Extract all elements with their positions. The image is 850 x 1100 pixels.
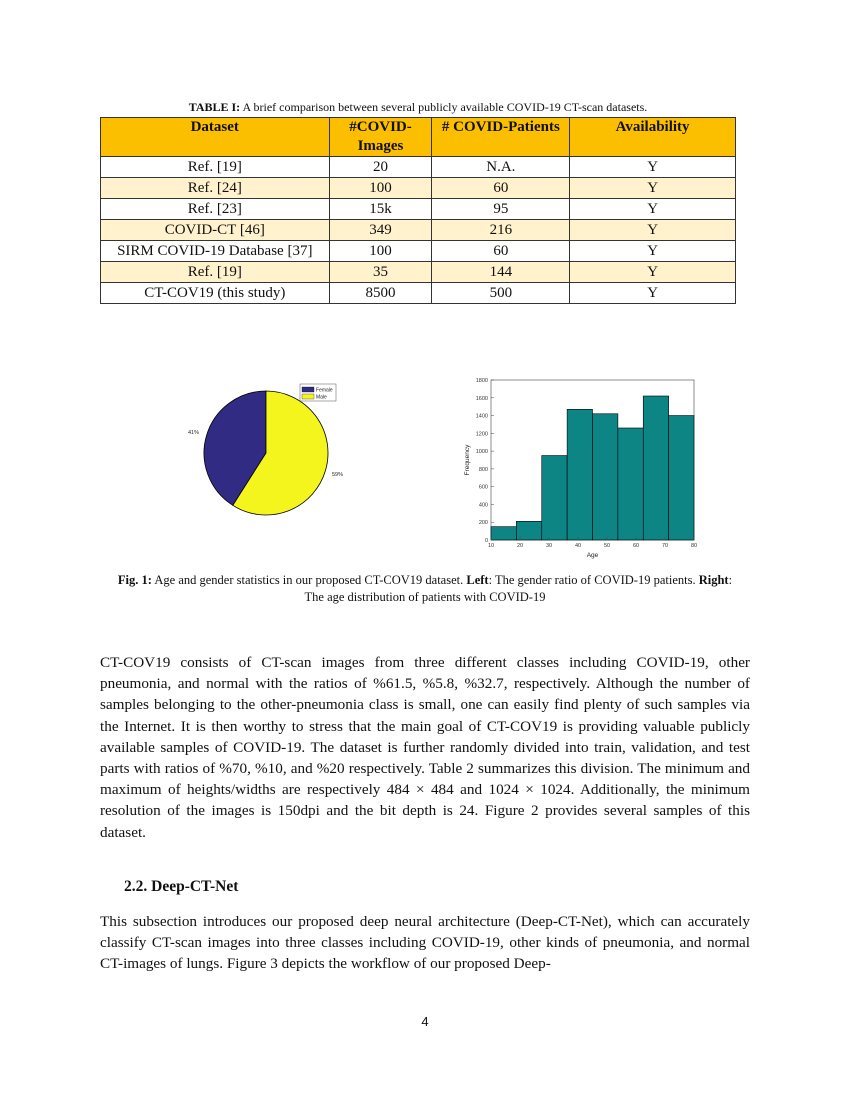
table-cell: 15k [329, 199, 432, 220]
y-tick-label: 1400 [475, 413, 488, 420]
figure-caption [110, 572, 740, 606]
table-cell: Y [570, 178, 736, 199]
body-paragraph: CT-COV19 consists of CT-scan images from three different classes including COVID-19, other pneumonia, and normal with the ratios of %61.5, %5.8, %32.7, respectively. Although the number of samples belonging to the other-pneumonia class is small, one can easily find plenty of such samples via the Internet. It is then worthy to stress that the main goal of CT-COV19 is providing valuable publicly available samples of COVID-19. The dataset is further randomly divided into train, validation, and test parts with ratios of %70, %10, and %20 respectively. Table 2 summarizes this division. The minimum and maximum of heights/widths are respectively 484 × 484 and 1024 × 1024. Additionally, the minimum resolution of the images is 150dpi and the bit depth is 24. Figure 2 provides several samples of this dataset. [100, 654, 750, 841]
y-tick-label: 200 [478, 520, 488, 527]
table-cell: 8500 [329, 283, 432, 304]
age-histogram [455, 370, 705, 565]
table-cell: Y [570, 157, 736, 178]
table-cell: SIRM COVID-19 Database [37] [101, 241, 330, 262]
x-tick-label: 60 [632, 543, 640, 549]
table-row [101, 262, 736, 283]
table-cell: 349 [329, 220, 432, 241]
x-tick-label: 10 [487, 543, 495, 549]
legend-label: Male [316, 394, 327, 401]
table-row [101, 199, 736, 220]
table-row [101, 220, 736, 241]
figure-right-label: Right [698, 573, 729, 587]
table-cell: Ref. [24] [101, 178, 330, 199]
pie-legend [300, 384, 336, 401]
table-cell: Ref. [23] [101, 199, 330, 220]
table-cell: Ref. [19] [101, 262, 330, 283]
y-axis-label: Frequency [464, 444, 471, 476]
table-header-row [101, 118, 736, 157]
y-tick-label: 1600 [475, 395, 488, 402]
section-heading: 2.2. Deep-CT-Net [124, 878, 239, 895]
histogram-bar [618, 428, 643, 540]
histogram-bar [542, 456, 567, 540]
legend-swatch [302, 394, 314, 399]
table-cell: N.A. [432, 157, 570, 178]
histogram-bar [643, 396, 668, 540]
pie-value-label: 41% [188, 430, 200, 436]
table-cell: Y [570, 283, 736, 304]
figure-caption-text: Age and gender statistics in our proposed CT-COV19 dataset. [151, 573, 467, 587]
table-header-cell: Dataset [101, 118, 330, 157]
table-row [101, 178, 736, 199]
legend-swatch [302, 387, 314, 392]
figure-label: Fig. 1: [117, 573, 152, 587]
page-number: 4 [421, 1014, 429, 1029]
table-cell: 216 [432, 220, 570, 241]
table-cell: 100 [329, 241, 432, 262]
histogram-bar [491, 527, 516, 540]
table-cell: CT-COV19 (this study) [101, 283, 330, 304]
table-cell: 35 [329, 262, 432, 283]
table-cell: COVID-CT [46] [101, 220, 330, 241]
x-tick-label: 30 [545, 543, 553, 549]
table-cell: Ref. [19] [101, 157, 330, 178]
table-header-cell: # COVID-Patients [432, 118, 570, 157]
table-cell: 500 [432, 283, 570, 304]
x-tick-label: 20 [516, 543, 524, 549]
table-header-cell: #COVID-Images [329, 118, 432, 157]
table-row [101, 157, 736, 178]
x-tick-label: 50 [603, 543, 611, 549]
table-caption-text: A brief comparison between several publicly available COVID-19 CT-scan datasets. [240, 100, 648, 114]
figure-left-label: Left [466, 573, 489, 587]
y-tick-label: 400 [478, 502, 488, 509]
table-caption-label: TABLE I: [188, 100, 241, 114]
histogram-bar [567, 409, 592, 540]
table-cell: Y [570, 241, 736, 262]
table-caption [100, 100, 736, 115]
histogram-bar [669, 416, 694, 540]
histogram-bar [593, 414, 618, 540]
y-tick-label: 600 [478, 484, 488, 491]
table-cell: 144 [432, 262, 570, 283]
table-cell: 60 [432, 178, 570, 199]
x-tick-label: 80 [690, 543, 698, 549]
legend-label: Female [316, 387, 333, 394]
dataset-comparison-table [100, 117, 736, 304]
table-cell: 20 [329, 157, 432, 178]
gender-pie-chart [180, 380, 360, 530]
y-tick-label: 1000 [475, 449, 488, 456]
table-cell: Y [570, 199, 736, 220]
table-row [101, 241, 736, 262]
table-row [101, 283, 736, 304]
y-tick-label: 1800 [475, 378, 488, 384]
x-axis-label: Age [586, 552, 599, 559]
x-tick-label: 40 [574, 543, 582, 549]
pie-value-label: 59% [332, 472, 344, 478]
y-tick-label: 0 [484, 538, 488, 544]
table-header-cell: Availability [570, 118, 736, 157]
figure-caption-text: : The age distribution of patients with COVID-19 [304, 573, 733, 604]
table-cell: 60 [432, 241, 570, 262]
x-tick-label: 70 [661, 543, 669, 549]
figure-caption-text: : The gender ratio of COVID-19 patients. [488, 573, 699, 587]
y-tick-label: 1200 [475, 431, 488, 438]
table-cell: Y [570, 262, 736, 283]
table-cell: 95 [432, 199, 570, 220]
body-paragraph: This subsection introduces our proposed deep neural architecture (Deep-CT-Net), which can accurately classify CT-scan images into three classes including COVID-19, other kinds of pneumonia, and normal CT-images of lungs. Figure 3 depicts the workflow of our proposed Deep- [100, 913, 750, 973]
y-tick-label: 800 [478, 466, 488, 473]
table-cell: 100 [329, 178, 432, 199]
table-cell: Y [570, 220, 736, 241]
